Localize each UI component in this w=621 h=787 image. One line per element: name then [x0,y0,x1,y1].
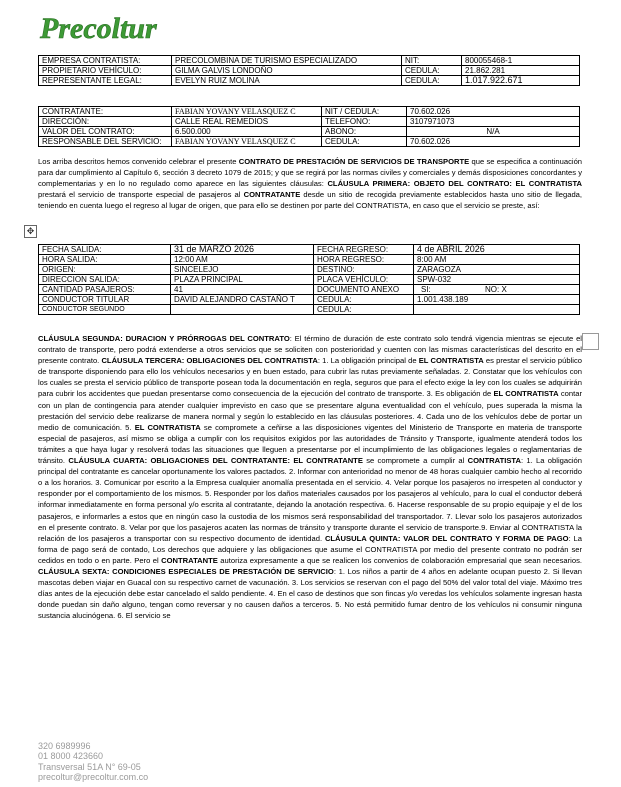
client-table [38,106,580,147]
table-row [39,66,580,76]
anexo-si[interactable]: SI: [421,285,431,294]
value-destino[interactable]: ZARAGOZA [414,265,580,275]
anexo-no[interactable]: NO: X [485,285,507,294]
value-representante: EVELYN RUIZ MOLINA [172,76,402,86]
label-conductor-segundo: CONDUCTOR SEGUNDO [39,305,171,315]
table-row [39,107,580,117]
table-row [39,275,580,285]
label-telefono: TELEFONO: [322,117,407,127]
label-documento-anexo: DOCUMENTO ANEXO [314,285,414,295]
label-cedula-representante: CEDULA: [402,76,462,86]
value-direccion[interactable]: CALLE REAL REMEDIOS [172,117,322,127]
label-fecha-regreso: FECHA REGRESO: [314,245,414,255]
footer-email[interactable]: precoltur@precoltur.com.co [38,772,149,783]
value-contratante[interactable]: FABIAN YOVANY VELASQUEZ C [172,107,322,117]
logo-text: Precoltur [40,12,157,45]
company-table [38,55,580,86]
value-direccion-salida[interactable]: PLAZA PRINCIPAL [171,275,314,285]
label-cantidad-pasajeros: CANTIDAD PASAJEROS: [39,285,171,295]
trip-table [38,244,580,315]
value-cedula-propietario: 21.862.281 [462,66,580,76]
table-row [39,117,580,127]
label-cedula-propietario: CEDULA: [402,66,462,76]
table-row [39,265,580,275]
footer-contact [38,741,148,783]
footer-address: Transversal 51A N° 69-05 [38,761,141,772]
value-cedula-representante: 1.017.922.671 [462,76,580,86]
table-row [39,255,580,265]
label-placa: PLACA VEHÍCULO: [314,275,414,285]
value-empresa: PRECOLOMBINA DE TURISMO ESPECIALIZADO [172,56,402,66]
value-conductor-titular[interactable]: DAVID ALEJANDRO CASTAÑO T [171,295,314,305]
value-fecha-regreso[interactable]: 4 de ABRIL 2026 [414,245,580,255]
table-row [39,295,580,305]
label-destino: DESTINO: [314,265,414,275]
value-abono[interactable]: N/A [407,127,580,137]
intro-paragraph: Los arriba descritos hemos convenido celebrar el presente CONTRATO DE PRESTACIÓN DE SERVICIOS DE TRANSPORTE que se especifica a continuación para dar cumplimiento al Capítulo 6, sección 3 decreto 1079 de 2015; y que se regirá por las normas civiles y comerciales y demás disposiciones concordantes y complementarias y en lo no regulado como aparece en las siguientes cláusulas: CLÁUSULA PRIMERA: OBJETO DEL CONTRATO: EL CONTRATISTA prestará el servicio de transporte especial de pasajeros al CONTRATANTE desde un sitio de recogida previamente establecidos hasta uno sitio de llegada, teniendo en cuenta luego el regreso al lugar de origen, que para ello se destinen por parte del CONTRATISTA, en caso que el servicio se preste, así: [38,157,583,211]
footer-phone-1: 320 6989996 [38,741,91,751]
value-valor[interactable]: 6.500.000 [172,127,322,137]
label-direccion: DIRECCIÓN: [39,117,172,127]
clauses-paragraph: CLÁUSULA SEGUNDA: DURACION Y PRÓRROGAS DEL CONTRATO: El término de duración de este contrato solo tendrá vigencia mientras se ejecute el contrato de transporte, pero podrá extenderse a otros servicios que se soliciten con posterioridad y cuenten con las mismas características del descrito en el presente contrato. CLÁUSULA TERCERA: OBLIGACIONES DEL CONTRATISTA: 1. La obligación principal de EL CONTRATISTA es prestar el servicio público de transporte disponiendo para ello los vehículos necesarios y en buen estado, para cubrir las rutas previamente señaladas. 2. Constatar que los vehículos con los cuales se presta el servicio público de transporte posean toda la documentación en regla, seguros que para el efecto exige la ley con los cuales se adquirirán para cubrir los accidentes que puedan presentarse como consecuencia de la ejecución del contrato de transporte. 3. Es obligación de EL CONTRATISTA contar con un plan de contingencia para atender cualquier imprevisto en caso que se presentare alguna eventualidad con el vehículo, pues superada la misma la prestación del servicio debe realizarse de manera normal y según lo establecido en las cláusulas posteriores. 4. Cada uno de los vehículos debe de portar un medio de comunicación. 5. EL CONTRATISTA se compromete a ceñirse a las disposiciones vigentes del Ministerio de Transporte en materia de transporte especial de pasajeros, así mismo se obliga a cumplir con los requisitos exigidos por las autoridades de Tránsito y Transporte, igualmente atenderá todos los trámites a que haya lugar y resolverá todas las situaciones que lleguen a presentarse por el incumplimiento de las obligaciones legales o reglamentarias de tránsito. CLÁUSULA CUARTA: OBLIGACIONES DEL CONTRATANTE: EL CONTRATANTE se compromete a cumplir al CONTRATISTA: 1. La obligación principal del contratante es cancelar oportunamente los valores pactados. 2. Informar con anterioridad no menor de 48 horas cualquier cambio hecho al recorrido o a los horarios. 3. Comunicar por escrito a la Empresa cualquier anomalía presentada en el servicio. 4. Velar porque los pasajeros no irrespeten al conductor y responder por el comportamiento de los mismos. 5. Responder por los daños materiales causados por los pasajeros al vehículo, para lo cual el conductor deberá informar inmediatamente en forma personal y/o escrita al contratante, dejando la anotación respectiva. 6. Hacerse responsable de su propio equipaje y el de los pasajeros, e informarles a estos que en ningún caso la custodia de los mismos será responsabilidad del transportador. 7. Llevar solo los pasajeros autorizados en el presente contrato. 8. Velar por que los pasajeros acaten las normas de tránsito y transporte durante el servicio de transporte.9. Enviar al CONTRATISTA la relación de los pasajeros a transportar con su respectivo documento de identidad. CLÁUSULA QUINTA: VALOR DEL CONTRATO Y FORMA DE PAGO: La forma de pago será de contado, Los derechos que adquiere y las obligaciones que asume el CONTRATISTA por medio del presente contrato no podrán ser cedidos en todo o en parte. Pero el CONTRATANTE autoriza expresamente a que se realicen los convenios de colaboración empresarial que sean necesarios. CLÁUSULA SEXTA: CONDICIONES ESPECIALES DE PRESTACIÓN DE SERVICIO: 1. Los niños a partir de 4 años en adelante ocupan puesto 2. Si llevan mascotas deben viajar en Guacal con su respectivo carnet de vacunación. 3. Los servicios se reservan con el pago del 50% del valor total del viaje. Máximo tres días antes de la ejecución debe estar cancelado el saldo pendiente. 4. En el caso de destinos que son fincas y/o veredas los vehículos solamente ingresan hasta donde puedan sin daño alguno, tengan como reversar y no causen daños a terceros. 5. No está permitido fumar dentro de los vehículos ni consumir ninguna sustancia alucinógena. 6. El servicio se [38,334,583,621]
table-row [39,285,580,295]
label-valor: VALOR DEL CONTRATO: [39,127,172,137]
table-row [39,137,580,147]
value-documento-anexo[interactable] [414,285,580,295]
value-hora-regreso[interactable]: 8:00 AM [414,255,580,265]
label-origen: ORIGEN: [39,265,171,275]
label-contratante: CONTRATANTE: [39,107,172,117]
value-responsable[interactable]: FABIAN YOVANY VELASQUEZ C [172,137,322,147]
table-row [39,245,580,255]
value-cedula-conductor[interactable]: 1.001.438.189 [414,295,580,305]
label-empresa: EMPRESA CONTRATISTA: [39,56,172,66]
label-hora-regreso: HORA REGRESO: [314,255,414,265]
value-origen[interactable]: SINCELEJO [171,265,314,275]
value-hora-salida[interactable]: 12:00 AM [171,255,314,265]
value-cedula-responsable[interactable]: 70.602.026 [407,137,580,147]
company-logo [38,6,188,46]
label-direccion-salida: DIRECCION SALIDA: [39,275,171,285]
footer-phone-2: 01 8000 423660 [38,751,104,762]
label-conductor-titular: CONDUCTOR TITULAR [39,295,171,305]
label-cedula-responsable: CEDULA: [322,137,407,147]
table-row [39,127,580,137]
value-conductor-segundo[interactable] [171,305,314,315]
value-telefono[interactable]: 3107971073 [407,117,580,127]
label-representante: REPRESENTANTE LEGAL: [39,76,172,86]
value-nit-cedula[interactable]: 70.602.026 [407,107,580,117]
label-propietario: PROPIETARIO VEHÍCULO: [39,66,172,76]
label-cedula-segundo: CEDULA: [314,305,414,315]
value-cantidad-pasajeros[interactable]: 41 [171,285,314,295]
value-cedula-segundo[interactable] [414,305,580,315]
value-fecha-salida[interactable]: 31 de MARZO 2026 [171,245,314,255]
table-row [39,76,580,86]
label-cedula-conductor: CEDULA: [314,295,414,305]
label-nit-cedula: NIT / CEDULA: [322,107,407,117]
label-nit: NIT: [402,56,462,66]
table-row [39,56,580,66]
table-row [39,305,580,315]
margin-checkbox[interactable] [582,333,599,350]
value-nit: 800055468-1 [462,56,580,66]
value-placa[interactable]: SPW-032 [414,275,580,285]
table-move-handle-icon[interactable]: ✥ [24,225,37,238]
label-responsable: RESPONSABLE DEL SERVICIO: [39,137,172,147]
label-fecha-salida: FECHA SALIDA: [39,245,171,255]
label-abono: ABONO: [322,127,407,137]
value-propietario: GILMA GALVIS LONDOÑO [172,66,402,76]
label-hora-salida: HORA SALIDA: [39,255,171,265]
